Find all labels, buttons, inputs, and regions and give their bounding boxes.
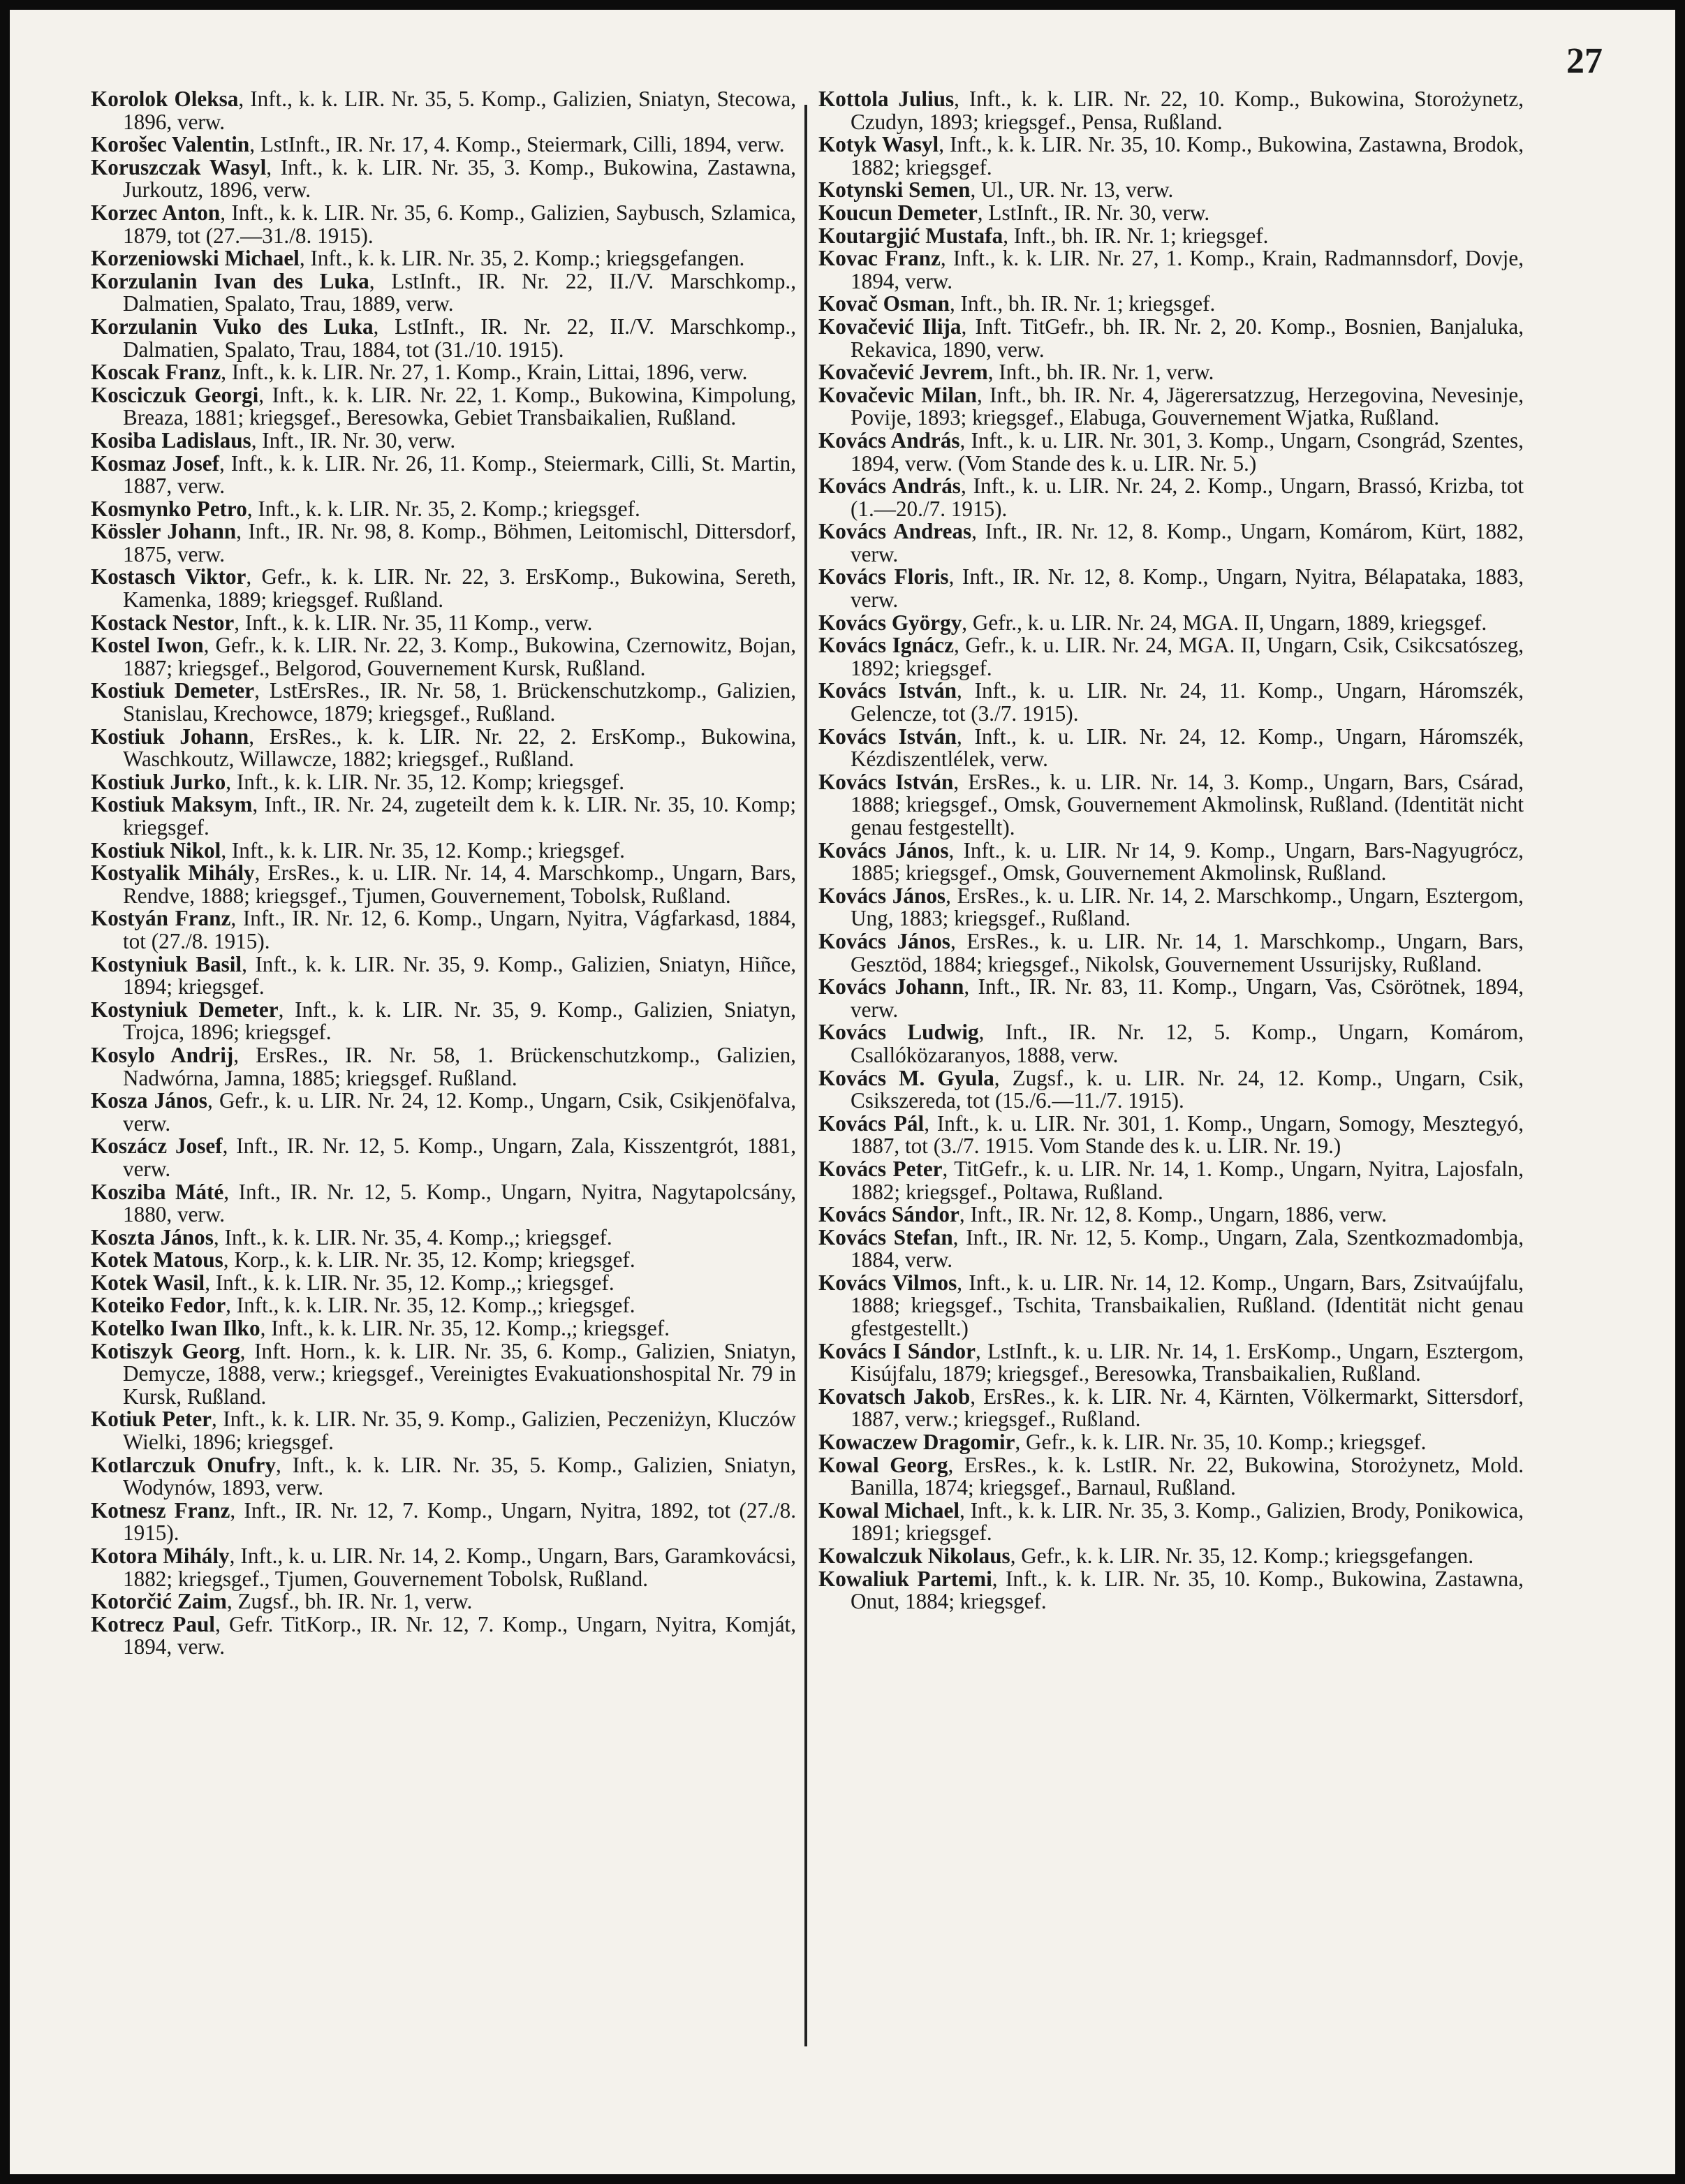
register-entry [818,1431,1524,1454]
register-entry [91,726,796,771]
entry-details: , Inft., IR. Nr. 98, 8. Komp., Böhmen, Leitomischl, Dittersdorf, 1875, verw. [123,519,796,566]
entry-details: , Zugsf., bh. IR. Nr. 1, verw. [226,1589,473,1614]
entry-details: , Inft., k. k. LIR. Nr. 35, 2. Komp.; kriegsgef. [247,496,640,521]
register-entry [91,427,796,453]
entry-name: Kovács Sándor [818,1202,959,1227]
entry-name: Koscak Franz [91,360,221,385]
entry-name: Korolok Oleksa [91,88,239,111]
entry-name: Kovač Osman [818,291,950,316]
entry-details: , ErsRes., IR. Nr. 58, 1. Brückenschutzkomp., Galizien, Nadwórna, Jamna, 1885; kriegsgef. Rußland. [123,1042,796,1090]
entry-details: , Inft., IR. Nr. 12, 8. Komp., Ungarn, 1886, verw. [959,1202,1388,1227]
entry-name: Kotnesz Franz [91,1497,230,1523]
entry-name: Kovatsch Jakob [818,1384,971,1409]
register-entry [91,771,796,794]
register-entry [91,680,796,725]
register-entry [91,566,796,611]
entry-details: , Inft., k. u. LIR. Nr. 24, 12. Komp., Ungarn, Háromszék, Kézdiszentlélek, verw. [851,724,1524,772]
register-entry [818,384,1524,430]
entry-details: , Gefr., k. u. LIR. Nr. 24, MGA. II, Ungarn, 1889, kriegsgef. [962,610,1487,635]
entry-name: Kostyniuk Demeter [91,997,279,1022]
register-entry [91,953,796,999]
register-entry [818,293,1524,316]
entry-details: , Inft., IR. Nr. 12, 5. Komp., Ungarn, Nyitra, Nagytapolcsány, 1880, verw. [123,1179,796,1227]
entry-name: Kotelko Iwan Ilko [91,1316,260,1341]
entry-name: Kovačević Ilija [818,314,962,339]
register-entry [818,1021,1524,1067]
register-entry [818,837,1524,886]
entry-name: Kosciczuk Georgi [91,382,259,407]
register-entry [91,1090,796,1135]
register-entry [91,1044,796,1090]
register-entry [91,907,796,953]
entry-details: , Inft., IR. Nr. 12, 7. Komp., Ungarn, Nyitra, 1892, tot (27./8. 1915). [123,1497,796,1546]
entry-name: Kovács István [818,678,957,703]
entry-details: , Gefr., k. u. LIR. Nr. 24, 12. Komp., Ungarn, Csik, Csikjenöfalva, verw. [123,1088,796,1136]
entry-details: , Inft., k. u. LIR. Nr. 14, 12. Komp., Ungarn, Bars, Zsitvaújfalu, 1888; kriegsgef., Tschita, Transbaikalien, Rußland. (Identität nicht genau gfestgestellt.) [851,1270,1524,1341]
entry-name: Kovács Vilmos [818,1270,957,1295]
entry-details: , ErsRes., k. u. LIR. Nr. 14, 4. Marschkomp., Ungarn, Bars, Rendve, 1888; kriegsgef., Tjumen, Gouvernement, Tobolsk, Rußland. [123,860,796,908]
entry-details: , Inft., IR. Nr. 12, 8. Komp., Ungarn, Komárom, Kürt, 1882, verw. [851,519,1524,566]
register-entry [91,202,796,247]
entry-name: Kovács István [818,769,954,794]
entry-name: Kotek Matous [91,1247,223,1273]
entry-details: , Gefr., k. u. LIR. Nr. 24, MGA. II, Ungarn, Csik, Csikcsatószeg, 1892; kriegsgef. [851,633,1524,680]
entry-details: , Inft., k. k. LIR. Nr. 35, 5. Komp., Galizien, Sniatyn, Stecowa, 1896, verw. [123,88,796,134]
entry-details: , Inft., IR. Nr. 24, zugeteilt dem k. k. LIR. Nr. 35, 10. Komp; kriegsgef. [123,792,796,840]
register-entry [818,361,1524,384]
register-entry [818,247,1524,293]
register-entry [818,1158,1524,1203]
entry-name: Kostyniuk Basil [91,951,242,976]
entry-details: , Inft., k. k. LIR. Nr. 22, 1. Komp., Bukowina, Kimpolung, Breaza, 1881; kriegsgef., Beresowka, Gebiet Transbaikalien, Rußland. [123,382,796,430]
entry-name: Kovačevic Milan [818,382,977,407]
register-entry [91,1545,796,1590]
entry-name: Kostyán Franz [91,906,231,931]
entry-name: Kosiba Ladislaus [91,427,251,453]
entry-details: , Inft., bh. IR. Nr. 1; kriegsgef. [1003,223,1269,248]
entry-details: , Inft., k. k. LIR. Nr. 35, 12. Komp.,; kriegsgef. [205,1270,615,1295]
entry-details: , LstErsRes., IR. Nr. 58, 1. Brückenschutzkomp., Galizien, Stanislau, Krechowce, 1879; kriegsgef., Rußland. [123,678,796,726]
entry-details: , Inft., bh. IR. Nr. 4, Jägerersatzzug, Herzegovina, Nevesinje, Povije, 1893; kriegsgef., Elabuga, Gouvernement Wjatka, Rußland. [851,382,1524,430]
column-divider [804,105,807,2046]
entry-details: , Inft., k. k. LIR. Nr. 35, 11 Komp., verw. [234,610,593,635]
register-entry [91,247,796,270]
entry-details: , Inft., k. k. LIR. Nr. 27, 1. Komp., Krain, Littai, 1896, verw. [221,360,748,385]
register-entry [818,1272,1524,1340]
entry-name: Kostiuk Maksym [91,792,253,817]
entry-details: , Inft., k. k. LIR. Nr. 35, 12. Komp.,; kriegsgef. [226,1293,635,1318]
register-entry [818,202,1524,225]
entry-details: , Inft., k. k. LIR. Nr. 35, 2. Komp.; kriegsgefangen. [299,246,745,271]
register-entry [91,450,796,499]
register-entry [818,680,1524,725]
register-entry [91,88,796,133]
entry-name: Kotrecz Paul [91,1611,215,1636]
entry-details: , Inft., k. k. LIR. Nr. 35, 12. Komp.; kriegsgef. [221,837,625,863]
entry-name: Kotiszyk Georg [91,1338,240,1363]
entry-name: Kovács Pál [818,1111,925,1136]
entry-name: Koszta János [91,1224,214,1249]
register-entry [818,930,1524,976]
entry-name: Koutargjić Mustafa [818,223,1003,248]
entry-name: Kostiuk Nikol [91,837,221,863]
register-entry [91,1181,796,1226]
entry-name: Kottola Julius [818,88,955,111]
entry-details: , Inft., bh. IR. Nr. 1, verw. [987,360,1214,385]
entry-details: , Inft., k. k. LIR. Nr. 26, 11. Komp., Steiermark, Cilli, St. Martin, 1887, verw. [123,450,796,499]
entry-details: , Inft., k. u. LIR. Nr 14, 9. Komp., Ungarn, Bars-Nagyugrócz, 1885; kriegsgef., Omsk, Gouvernement Akmolinsk, Rußland. [851,837,1524,886]
entry-details: , Inft., k. k. LIR. Nr. 35, 5. Komp., Galizien, Sniatyn, Wodynów, 1893, verw. [123,1452,796,1500]
entry-details: , Inft., IR. Nr. 30, verw. [251,427,456,453]
entry-name: Kosylo Andrij [91,1042,234,1067]
register-entry [91,1272,796,1295]
register-entry [818,1203,1524,1226]
register-entry [91,1408,796,1453]
register-entry [91,1590,796,1613]
entry-details: , Inft., IR. Nr. 12, 8. Komp., Ungarn, Nyitra, Bélapataka, 1883, verw. [851,564,1524,613]
entry-details: , Inft., IR. Nr. 12, 6. Komp., Ungarn, Nyitra, Vágfarkasd, 1884, tot (27./8. 1915). [123,906,796,953]
register-entry [91,316,796,361]
entry-name: Korzeniowski Michael [91,246,300,271]
entry-details: , ErsRes., k. u. LIR. Nr. 14, 2. Marschkomp., Ungarn, Esztergom, Ung, 1883; kriegsgef., Rußland. [851,883,1524,931]
entry-details: , Inft., k. u. LIR. Nr. 24, 11. Komp., Ungarn, Háromszék, Gelencze, tot (3./7. 1915). [851,678,1524,726]
entry-name: Kotynski Semen [818,177,971,203]
entry-details: , ErsRes., k. k. LIR. Nr. 22, 2. ErsKomp., Bukowina, Waschkoutz, Willawcze, 1882; kriegsgef., Rußland. [123,724,796,772]
register-entry [818,612,1524,635]
register-entry [818,1386,1524,1431]
entry-details: , LstInft., k. u. LIR. Nr. 14, 1. ErsKomp., Ungarn, Esztergom, Kisújfalu, 1879; kriegsgef., Beresowka, Transbaikalien, Rußland. [851,1338,1524,1386]
entry-name: Kovács István [818,724,957,749]
entry-name: Kovács Andreas [818,519,972,544]
entry-name: Kostack Nestor [91,610,235,635]
entry-details: , Inft., k. k. LIR. Nr. 35, 4. Komp.,; kriegsgef. [213,1224,612,1249]
register-entry [91,1135,796,1180]
entry-name: Kössler Johann [91,519,237,544]
register-entry [91,384,796,430]
entry-details: , Inft., k. k. LIR. Nr. 35, 12. Komp.,; kriegsgef. [260,1316,670,1341]
register-entry [818,1067,1524,1113]
entry-details: , Inft., k. k. LIR. Nr. 35, 10. Komp., Bukowina, Zastawna, Onut, 1884; kriegsgef. [851,1566,1524,1613]
entry-name: Kovács János [818,928,950,953]
entry-name: Kowal Georg [818,1452,948,1477]
entry-details: , Inft., bh. IR. Nr. 1; kriegsgef. [950,291,1216,316]
register-entry [818,225,1524,248]
register-entry [91,1340,796,1409]
entry-name: Koszácz Josef [91,1134,223,1159]
register-entry [818,179,1524,202]
entry-name: Kovács András [818,474,961,499]
register-entry [91,793,796,839]
entry-details: , Gefr., k. k. LIR. Nr. 35, 10. Komp.; kriegsgef. [1015,1430,1427,1455]
register-entry [818,634,1524,680]
entry-name: Kostiuk Demeter [91,678,255,703]
register-entry [91,498,796,521]
entry-name: Kotyk Wasyl [818,132,939,157]
entry-details: , Inft., k. k. LIR. Nr. 35, 9. Komp., Galizien, Sniatyn, Trojca, 1896; kriegsgef. [123,997,796,1045]
entry-details: , ErsRes., k. k. LstIR. Nr. 22, Bukowina, Storożynetz, Mold. Banilla, 1874; kriegsgef., Barnaul, Rußland. [851,1452,1524,1500]
entry-name: Kovács Stefan [818,1224,953,1249]
entry-name: Kotorčić Zaim [91,1589,227,1614]
entry-details: , Inft., k. k. LIR. Nr. 35, 6. Komp., Galizien, Saybusch, Szlamica, 1879, tot (27.—31./8. 1915). [123,200,796,248]
entry-name: Kotlarczuk Onufry [91,1452,276,1477]
entry-name: Kowalczuk Nikolaus [818,1544,1010,1568]
entry-details: , Inft., k. u. LIR. Nr. 301, 1. Komp., Ungarn, Somogy, Mesztegyó, 1887, tot (3./7. 1915. Vom Stande des k. u. LIR. Nr. 19.) [851,1111,1524,1159]
entry-name: Kotek Wasil [91,1270,205,1295]
register-entry [818,726,1524,771]
register-entry [818,1454,1524,1500]
register-entry [91,520,796,566]
entry-name: Kovács I Sándor [818,1338,976,1363]
register-entry [91,1454,796,1500]
entry-name: Kosza János [91,1088,207,1113]
entry-name: Korzulanin Vuko des Luka [91,314,374,339]
register-entry [818,1497,1524,1546]
entry-details: , TitGefr., k. u. LIR. Nr. 14, 1. Komp., Ungarn, Nyitra, Lajosfaln, 1882; kriegsgef., Poltawa, Rußland. [851,1156,1524,1204]
entry-details: , Inft., k. k. LIR. Nr. 35, 10. Komp., Bukowina, Zastawna, Brodok, 1882; kriegsgef. [851,132,1524,179]
entry-name: Kotiuk Peter [91,1407,212,1432]
entry-name: Kovács András [818,427,960,453]
register-entry [91,361,796,384]
register-entry [818,475,1524,520]
entry-details: , LstInft., IR. Nr. 17, 4. Komp., Steiermark, Cilli, 1894, verw. [249,132,785,157]
entry-details: , Inft. TitGefr., bh. IR. Nr. 2, 20. Komp., Bosnien, Banjaluka, Rekavica, 1890, verw. [851,314,1524,362]
entry-details: , Inft., k. u. LIR. Nr. 14, 2. Komp., Ungarn, Bars, Garamkovácsi, 1882; kriegsgef., Tjumen, Gouvernement Tobolsk, Rußland. [123,1544,796,1591]
entry-details: , Gefr., k. k. LIR. Nr. 22, 3. ErsKomp., Bukowina, Sereth, Kamenka, 1889; kriegsgef. Rußland. [123,564,796,613]
register-entry [818,976,1524,1021]
entry-details: , Inft., k. k. LIR. Nr. 35, 9. Komp., Galizien, Peczeniżyn, Kluczów Wielki, 1896; kriegsgef. [123,1407,796,1455]
register-entry [91,612,796,635]
entry-name: Koteiko Fedor [91,1293,226,1318]
entry-name: Kotora Mihály [91,1544,230,1568]
entry-name: Kovács János [818,837,949,863]
register-entry [91,133,796,156]
entry-name: Kovács Ludwig [818,1020,979,1045]
entry-details: , Inft., IR. Nr. 83, 11. Komp., Ungarn, Vas, Csörötnek, 1894, verw. [851,974,1524,1022]
page-number: 27 [1566,41,1603,81]
register-entry [91,634,796,680]
entry-details: , Inft., k. k. LIR. Nr. 27, 1. Komp., Krain, Radmannsdorf, Dovje, 1894, verw. [851,246,1524,293]
entry-name: Kosziba Máté [91,1179,224,1204]
entry-name: Kowal Michael [818,1497,959,1523]
entry-name: Kovac Franz [818,246,941,271]
entry-details: , Inft., k. k. LIR. Nr. 22, 10. Komp., Bukowina, Storożynetz, Czudyn, 1893; kriegsgef., Pensa, Rußland. [851,88,1524,134]
register-entry [818,771,1524,840]
entry-details: , Inft., IR. Nr. 12, 5. Komp., Ungarn, Komárom, Csallóközaranyos, 1888, verw. [851,1020,1524,1067]
register-entry [91,1613,796,1659]
register-entry [91,1317,796,1340]
register-entry [818,1113,1524,1158]
entry-details: , Inft., k. k. LIR. Nr. 35, 3. Komp., Bukowina, Zastawna, Jurkoutz, 1896, verw. [123,154,796,203]
register-entry [818,1226,1524,1272]
entry-details: , LstInft., IR. Nr. 30, verw. [977,200,1210,225]
entry-name: Kovács M. Gyula [818,1065,994,1090]
entry-details: , LstInft., IR. Nr. 22, II./V. Marschkomp., Dalmatien, Spalato, Trau, 1889, verw. [123,268,796,316]
entry-name: Kovács György [818,610,962,635]
register-entry [818,88,1524,133]
entry-name: Korošec Valentin [91,132,250,157]
entry-name: Korzulanin Ivan des Luka [91,268,369,293]
register-entry [818,427,1524,476]
register-entry [91,837,796,863]
register-entry [818,885,1524,930]
register-entry [818,316,1524,361]
entry-name: Kowaczew Dragomir [818,1430,1015,1455]
entry-name: Kostiuk Jurko [91,769,226,794]
entry-details: , Korp., k. k. LIR. Nr. 35, 12. Komp; kriegsgef. [223,1247,635,1273]
entry-name: Kosmynko Petro [91,496,247,521]
entry-details: , LstInft., IR. Nr. 22, II./V. Marschkomp., Dalmatien, Spalato, Trau, 1884, tot (31./10. 1915). [123,314,796,362]
entry-name: Kostel Iwon [91,633,204,658]
entry-name: Koucun Demeter [818,200,978,225]
entry-details: , Inft., IR. Nr. 12, 5. Komp., Ungarn, Zala, Kisszentgrót, 1881, verw. [123,1134,796,1181]
register-entry [91,156,796,202]
entry-details: , Gefr., k. k. LIR. Nr. 35, 12. Komp.; kriegsgefangen. [1010,1544,1474,1568]
entry-details: , Inft., IR. Nr. 12, 5. Komp., Ungarn, Zala, Szentkozmadombja, 1884, verw. [851,1224,1524,1273]
entry-details: , ErsRes., k. u. LIR. Nr. 14, 1. Marschkomp., Ungarn, Bars, Gesztöd, 1884; kriegsgef., Nikolsk, Gouvernement Ussurijsky, Rußland. [851,928,1524,976]
register-entry [91,1249,796,1272]
entry-name: Kowaliuk Partemi [818,1566,992,1591]
register-entry [818,133,1524,179]
entry-name: Kovács Johann [818,974,964,999]
entry-name: Kovács János [818,883,946,908]
entry-name: Kovács Floris [818,564,949,589]
entry-name: Kovačević Jevrem [818,360,988,385]
entry-details: , Inft., k. k. LIR. Nr. 35, 12. Komp; kriegsgef. [226,769,625,794]
register-entry [818,566,1524,611]
register-entry [91,1294,796,1317]
left-column [91,88,796,1659]
entry-details: , Zugsf., k. u. LIR. Nr. 24, 12. Komp., Ungarn, Csik, Csikszereda, tot (15./6.—11./7. 1915). [851,1065,1524,1113]
entry-details: , Gefr. TitKorp., IR. Nr. 12, 7. Komp., Ungarn, Nyitra, Komját, 1894, verw. [123,1611,796,1659]
entry-details: , Ul., UR. Nr. 13, verw. [970,177,1174,203]
register-entry [91,1226,796,1249]
entry-name: Korzec Anton [91,200,221,225]
entry-details: , ErsRes., k. u. LIR. Nr. 14, 3. Komp., Ungarn, Bars, Csárad, 1888; kriegsgef., Omsk, Gouvernement Akmolinsk, Rußland. (Identität nicht genau festgestellt). [851,769,1524,840]
entry-details: , Gefr., k. k. LIR. Nr. 22, 3. Komp., Bukowina, Czernowitz, Bojan, 1887; kriegsgef., Belgorod, Gouvernement Kursk, Rußland. [123,633,796,680]
entry-name: Kostiuk Johann [91,724,249,749]
entry-name: Kostyalik Mihály [91,860,255,886]
right-column [818,88,1524,1613]
register-entry [818,1568,1524,1613]
entry-name: Kosmaz Josef [91,450,220,476]
register-entry [818,1545,1524,1568]
register-entry [91,270,796,316]
entry-name: Koruszczak Wasyl [91,154,267,179]
register-entry [91,999,796,1044]
entry-details: , ErsRes., k. k. LIR. Nr. 4, Kärnten, Völkermarkt, Sittersdorf, 1887, verw.; kriegsgef., Rußland. [851,1384,1524,1432]
entry-name: Kovács Peter [818,1156,943,1181]
register-entry [91,862,796,907]
entry-details: , Inft., k. u. LIR. Nr. 301, 3. Komp., Ungarn, Csongrád, Szentes, 1894, verw. (Vom Stande des k. u. LIR. Nr. 5.) [851,427,1524,476]
entry-details: , Inft., k. k. LIR. Nr. 35, 9. Komp., Galizien, Sniatyn, Hiñce, 1894; kriegsgef. [123,951,796,999]
entry-name: Kovács Ignácz [818,633,954,658]
entry-details: , Inft., k. u. LIR. Nr. 24, 2. Komp., Ungarn, Brassó, Krizba, tot (1.—20./7. 1915). [851,474,1524,521]
register-entry [91,1497,796,1546]
register-entry [818,520,1524,566]
entry-name: Kostasch Viktor [91,564,247,589]
entry-details: , Inft., k. k. LIR. Nr. 35, 3. Komp., Galizien, Brody, Ponikowica, 1891; kriegsgef. [851,1497,1524,1546]
register-entry [818,1340,1524,1386]
entry-details: , Inft. Horn., k. k. LIR. Nr. 35, 6. Komp., Galizien, Sniatyn, Demycze, 1888, verw.; kriegsgef., Vereinigtes Evakuationshospital Nr. 79 in Kursk, Rußland. [123,1338,796,1409]
